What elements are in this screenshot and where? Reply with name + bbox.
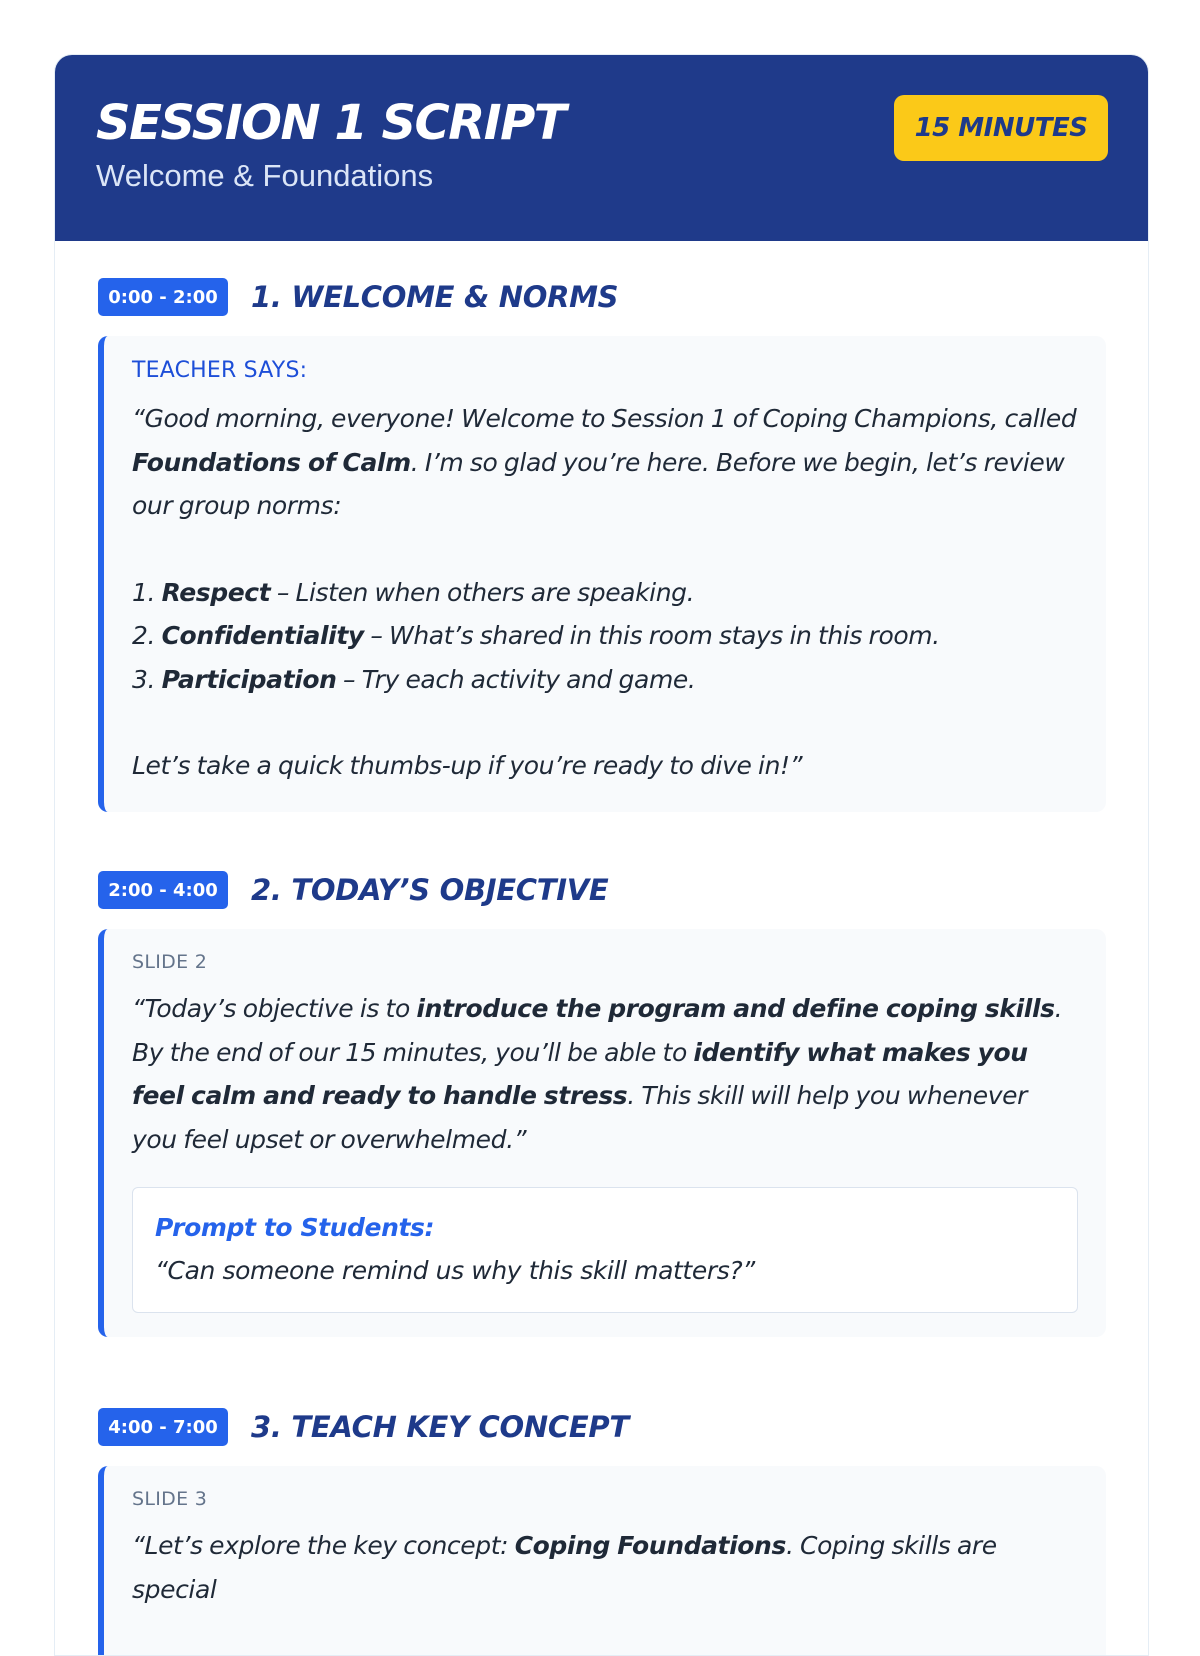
teacher-says-label: TEACHER SAYS: <box>132 358 308 383</box>
time-badge: 4:00 - 7:00 <box>98 1408 228 1446</box>
norm-item <box>132 614 1078 658</box>
section-title: 3. TEACH KEY CONCEPT <box>251 1410 629 1444</box>
teacher-script-box <box>98 336 1106 812</box>
prompt-text: “Can someone remind us why this skill matters?” <box>155 1256 755 1285</box>
student-prompt-box <box>132 1187 1078 1313</box>
duration-badge: 15 MINUTES <box>894 95 1108 161</box>
norm-description: – What’s shared in this room stays in this room. <box>363 621 940 650</box>
slide-label: SLIDE 3 <box>132 1488 208 1510</box>
emphasis-text: Foundations of Calm <box>132 447 411 477</box>
section-todays-objective <box>98 870 1106 1337</box>
script-header <box>55 55 1148 241</box>
norm-item <box>132 658 1078 702</box>
script-text: “Good morning, everyone! Welcome to Session 1 of Coping Champions, called <box>132 404 1077 433</box>
norm-number: 1. <box>132 577 162 607</box>
section-header <box>98 1407 1106 1447</box>
script-text: . This skill will help you whenever you feel upset or overwhelmed.” <box>132 1081 1027 1154</box>
script-text: . Coping skills are special <box>132 1531 997 1604</box>
section-welcome-norms <box>98 277 1106 812</box>
script-text: . I’m so glad you’re here. Before we begin, let’s review our group norms: <box>132 447 1065 520</box>
section-title: 1. WELCOME & NORMS <box>251 280 619 314</box>
script-paragraph <box>132 397 1078 528</box>
prompt-title: Prompt to Students: <box>155 1213 435 1242</box>
script-paragraph <box>132 987 1078 1161</box>
norm-number: 2. <box>132 621 162 650</box>
norm-term: Confidentiality <box>161 621 364 650</box>
norm-term: Participation <box>161 664 337 694</box>
slide-label: SLIDE 2 <box>132 951 208 973</box>
time-badge: 0:00 - 2:00 <box>98 278 228 316</box>
page-subtitle: Welcome & Foundations <box>96 158 434 193</box>
spacer <box>132 528 1078 571</box>
norm-term: Respect <box>161 577 271 607</box>
emphasis-text: Coping Foundations <box>514 1531 786 1560</box>
script-text: . By the end of our 15 minutes, you’ll be able to <box>132 994 1063 1067</box>
slide-script-box <box>98 929 1106 1337</box>
section-header <box>98 277 1106 317</box>
norm-item <box>132 571 1078 615</box>
page-title: SESSION 1 SCRIPT <box>96 95 565 151</box>
emphasis-text: introduce the program and define coping skills <box>416 994 1055 1023</box>
section-header <box>98 870 1106 910</box>
norm-description: – Listen when others are speaking. <box>270 577 695 607</box>
emphasis-text: identify what makes you feel calm and ready to handle stress <box>132 1037 1028 1110</box>
section-title: 2. TODAY’S OBJECTIVE <box>251 873 609 907</box>
script-paragraph <box>132 1524 1078 1611</box>
time-badge: 2:00 - 4:00 <box>98 871 228 909</box>
norm-number: 3. <box>132 664 162 694</box>
slide-script-box <box>98 1466 1106 1656</box>
norm-description: – Try each activity and game. <box>336 664 696 694</box>
script-text: “Today’s objective is to <box>132 994 417 1023</box>
section-teach-key-concept <box>98 1407 1106 1656</box>
script-card <box>54 54 1149 1656</box>
closing-line: Let’s take a quick thumbs-up if you’re ready to dive in!” <box>132 751 803 780</box>
spacer <box>132 701 1078 744</box>
script-text: “Let’s explore the key concept: <box>132 1531 515 1560</box>
